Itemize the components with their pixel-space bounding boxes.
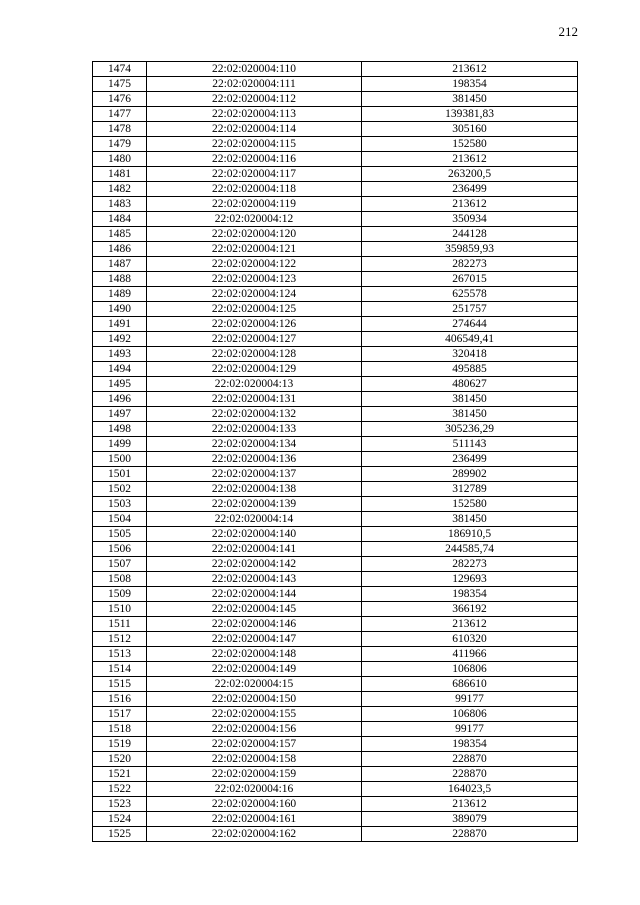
value-cell: 274644 [362,317,578,332]
table-row [93,647,578,662]
table-row [93,167,578,182]
table-row [93,737,578,752]
row-number-cell: 1504 [93,512,147,527]
cadastral-number-cell: 22:02:020004:13 [147,377,362,392]
value-cell: 129693 [362,572,578,587]
row-number-cell: 1477 [93,107,147,122]
row-number-cell: 1496 [93,392,147,407]
cadastral-number-cell: 22:02:020004:132 [147,407,362,422]
table-row [93,302,578,317]
table-row [93,557,578,572]
page-number: 212 [558,24,578,39]
row-number-cell: 1517 [93,707,147,722]
table-row [93,257,578,272]
row-number-cell: 1495 [93,377,147,392]
cadastral-number-cell: 22:02:020004:161 [147,812,362,827]
table-row [93,272,578,287]
cadastral-number-cell: 22:02:020004:145 [147,602,362,617]
cadastral-number-cell: 22:02:020004:123 [147,272,362,287]
table-row [93,482,578,497]
value-cell: 228870 [362,752,578,767]
value-cell: 236499 [362,182,578,197]
table-row [93,77,578,92]
table-row [93,197,578,212]
value-cell: 198354 [362,77,578,92]
row-number-cell: 1519 [93,737,147,752]
cadastral-number-cell: 22:02:020004:114 [147,122,362,137]
cadastral-number-cell: 22:02:020004:140 [147,527,362,542]
row-number-cell: 1490 [93,302,147,317]
cadastral-number-cell: 22:02:020004:155 [147,707,362,722]
cadastral-number-cell: 22:02:020004:157 [147,737,362,752]
value-cell: 406549,41 [362,332,578,347]
table-row [93,107,578,122]
table-row [93,362,578,377]
value-cell: 282273 [362,557,578,572]
table-row [93,662,578,677]
table-row [93,527,578,542]
row-number-cell: 1524 [93,812,147,827]
row-number-cell: 1497 [93,407,147,422]
value-cell: 236499 [362,452,578,467]
cadastral-number-cell: 22:02:020004:143 [147,572,362,587]
cadastral-number-cell: 22:02:020004:147 [147,632,362,647]
row-number-cell: 1474 [93,62,147,77]
cadastral-number-cell: 22:02:020004:119 [147,197,362,212]
row-number-cell: 1478 [93,122,147,137]
cadastral-number-cell: 22:02:020004:110 [147,62,362,77]
cadastral-number-cell: 22:02:020004:117 [147,167,362,182]
table-row [93,137,578,152]
value-cell: 366192 [362,602,578,617]
value-cell: 198354 [362,737,578,752]
cadastral-number-cell: 22:02:020004:15 [147,677,362,692]
row-number-cell: 1481 [93,167,147,182]
row-number-cell: 1513 [93,647,147,662]
cadastral-number-cell: 22:02:020004:120 [147,227,362,242]
table-row [93,512,578,527]
cadastral-number-cell: 22:02:020004:14 [147,512,362,527]
row-number-cell: 1509 [93,587,147,602]
cadastral-number-cell: 22:02:020004:131 [147,392,362,407]
value-cell: 213612 [362,62,578,77]
cadastral-number-cell: 22:02:020004:139 [147,497,362,512]
value-cell: 480627 [362,377,578,392]
cadastral-number-cell: 22:02:020004:111 [147,77,362,92]
value-cell: 267015 [362,272,578,287]
cadastral-number-cell: 22:02:020004:133 [147,422,362,437]
table-row [93,467,578,482]
table-row [93,677,578,692]
table-row [93,452,578,467]
cadastral-number-cell: 22:02:020004:115 [147,137,362,152]
value-cell: 305236,29 [362,422,578,437]
value-cell: 610320 [362,632,578,647]
cadastral-number-cell: 22:02:020004:122 [147,257,362,272]
table-row [93,332,578,347]
cadastral-number-cell: 22:02:020004:128 [147,347,362,362]
table-row [93,617,578,632]
value-cell: 263200,5 [362,167,578,182]
row-number-cell: 1493 [93,347,147,362]
row-number-cell: 1502 [93,482,147,497]
value-cell: 228870 [362,827,578,842]
value-cell: 213612 [362,197,578,212]
table-row [93,182,578,197]
table-body [93,62,578,842]
row-number-cell: 1483 [93,197,147,212]
value-cell: 381450 [362,407,578,422]
cadastral-number-cell: 22:02:020004:162 [147,827,362,842]
value-cell: 359859,93 [362,242,578,257]
row-number-cell: 1506 [93,542,147,557]
cadastral-number-cell: 22:02:020004:127 [147,332,362,347]
row-number-cell: 1507 [93,557,147,572]
table-row [93,632,578,647]
table-row [93,212,578,227]
row-number-cell: 1512 [93,632,147,647]
value-cell: 320418 [362,347,578,362]
row-number-cell: 1520 [93,752,147,767]
row-number-cell: 1498 [93,422,147,437]
value-cell: 213612 [362,152,578,167]
cadastral-number-cell: 22:02:020004:138 [147,482,362,497]
value-cell: 152580 [362,137,578,152]
cadastral-number-cell: 22:02:020004:12 [147,212,362,227]
cadastral-number-cell: 22:02:020004:159 [147,767,362,782]
table-row [93,827,578,842]
cadastral-number-cell: 22:02:020004:126 [147,317,362,332]
table-row [93,152,578,167]
cadastral-number-cell: 22:02:020004:150 [147,692,362,707]
cadastral-number-cell: 22:02:020004:124 [147,287,362,302]
table-row [93,812,578,827]
row-number-cell: 1505 [93,527,147,542]
value-cell: 495885 [362,362,578,377]
row-number-cell: 1485 [93,227,147,242]
cadastral-number-cell: 22:02:020004:144 [147,587,362,602]
row-number-cell: 1486 [93,242,147,257]
value-cell: 381450 [362,392,578,407]
cadastral-number-cell: 22:02:020004:160 [147,797,362,812]
value-cell: 106806 [362,707,578,722]
cadastral-number-cell: 22:02:020004:113 [147,107,362,122]
value-cell: 228870 [362,767,578,782]
table-row [93,377,578,392]
row-number-cell: 1489 [93,287,147,302]
cadastral-number-cell: 22:02:020004:121 [147,242,362,257]
row-number-cell: 1484 [93,212,147,227]
row-number-cell: 1476 [93,92,147,107]
row-number-cell: 1522 [93,782,147,797]
cadastral-number-cell: 22:02:020004:146 [147,617,362,632]
row-number-cell: 1523 [93,797,147,812]
table-row [93,752,578,767]
value-cell: 164023,5 [362,782,578,797]
cadastral-number-cell: 22:02:020004:141 [147,542,362,557]
table-row [93,707,578,722]
cadastral-number-cell: 22:02:020004:125 [147,302,362,317]
table-row [93,422,578,437]
cadastral-number-cell: 22:02:020004:137 [147,467,362,482]
value-cell: 686610 [362,677,578,692]
value-cell: 99177 [362,692,578,707]
table-row [93,62,578,77]
table-row [93,227,578,242]
value-cell: 198354 [362,587,578,602]
row-number-cell: 1491 [93,317,147,332]
cadastral-number-cell: 22:02:020004:136 [147,452,362,467]
row-number-cell: 1494 [93,362,147,377]
row-number-cell: 1521 [93,767,147,782]
table-row [93,767,578,782]
row-number-cell: 1518 [93,722,147,737]
cadastral-number-cell: 22:02:020004:156 [147,722,362,737]
table-row [93,572,578,587]
table-row [93,317,578,332]
row-number-cell: 1514 [93,662,147,677]
table-row [93,287,578,302]
value-cell: 289902 [362,467,578,482]
cadastral-number-cell: 22:02:020004:148 [147,647,362,662]
row-number-cell: 1475 [93,77,147,92]
row-number-cell: 1488 [93,272,147,287]
value-cell: 106806 [362,662,578,677]
table-row [93,602,578,617]
table-row [93,782,578,797]
value-cell: 152580 [362,497,578,512]
cadastral-number-cell: 22:02:020004:118 [147,182,362,197]
table-row [93,392,578,407]
value-cell: 511143 [362,437,578,452]
cadastral-number-cell: 22:02:020004:142 [147,557,362,572]
row-number-cell: 1510 [93,602,147,617]
cadastral-number-cell: 22:02:020004:158 [147,752,362,767]
table-row [93,797,578,812]
value-cell: 381450 [362,92,578,107]
value-cell: 213612 [362,617,578,632]
row-number-cell: 1500 [93,452,147,467]
value-cell: 282273 [362,257,578,272]
cadastral-number-cell: 22:02:020004:149 [147,662,362,677]
value-cell: 625578 [362,287,578,302]
row-number-cell: 1482 [93,182,147,197]
row-number-cell: 1503 [93,497,147,512]
row-number-cell: 1511 [93,617,147,632]
cadastral-value-table [92,61,578,842]
value-cell: 389079 [362,812,578,827]
row-number-cell: 1492 [93,332,147,347]
row-number-cell: 1479 [93,137,147,152]
row-number-cell: 1508 [93,572,147,587]
row-number-cell: 1525 [93,827,147,842]
value-cell: 381450 [362,512,578,527]
row-number-cell: 1499 [93,437,147,452]
cadastral-number-cell: 22:02:020004:116 [147,152,362,167]
table-row [93,407,578,422]
value-cell: 251757 [362,302,578,317]
table-row [93,347,578,362]
table-row [93,542,578,557]
cadastral-number-cell: 22:02:020004:112 [147,92,362,107]
cadastral-number-cell: 22:02:020004:134 [147,437,362,452]
value-cell: 139381,83 [362,107,578,122]
row-number-cell: 1501 [93,467,147,482]
table-row [93,92,578,107]
cadastral-number-cell: 22:02:020004:129 [147,362,362,377]
cadastral-number-cell: 22:02:020004:16 [147,782,362,797]
row-number-cell: 1480 [93,152,147,167]
value-cell: 213612 [362,797,578,812]
table-row [93,122,578,137]
row-number-cell: 1487 [93,257,147,272]
value-cell: 312789 [362,482,578,497]
table-row [93,497,578,512]
table-row [93,437,578,452]
value-cell: 99177 [362,722,578,737]
table-row [93,587,578,602]
value-cell: 244585,74 [362,542,578,557]
table-row [93,242,578,257]
value-cell: 186910,5 [362,527,578,542]
row-number-cell: 1516 [93,692,147,707]
row-number-cell: 1515 [93,677,147,692]
value-cell: 350934 [362,212,578,227]
value-cell: 305160 [362,122,578,137]
table-row [93,722,578,737]
table-row [93,692,578,707]
value-cell: 244128 [362,227,578,242]
value-cell: 411966 [362,647,578,662]
